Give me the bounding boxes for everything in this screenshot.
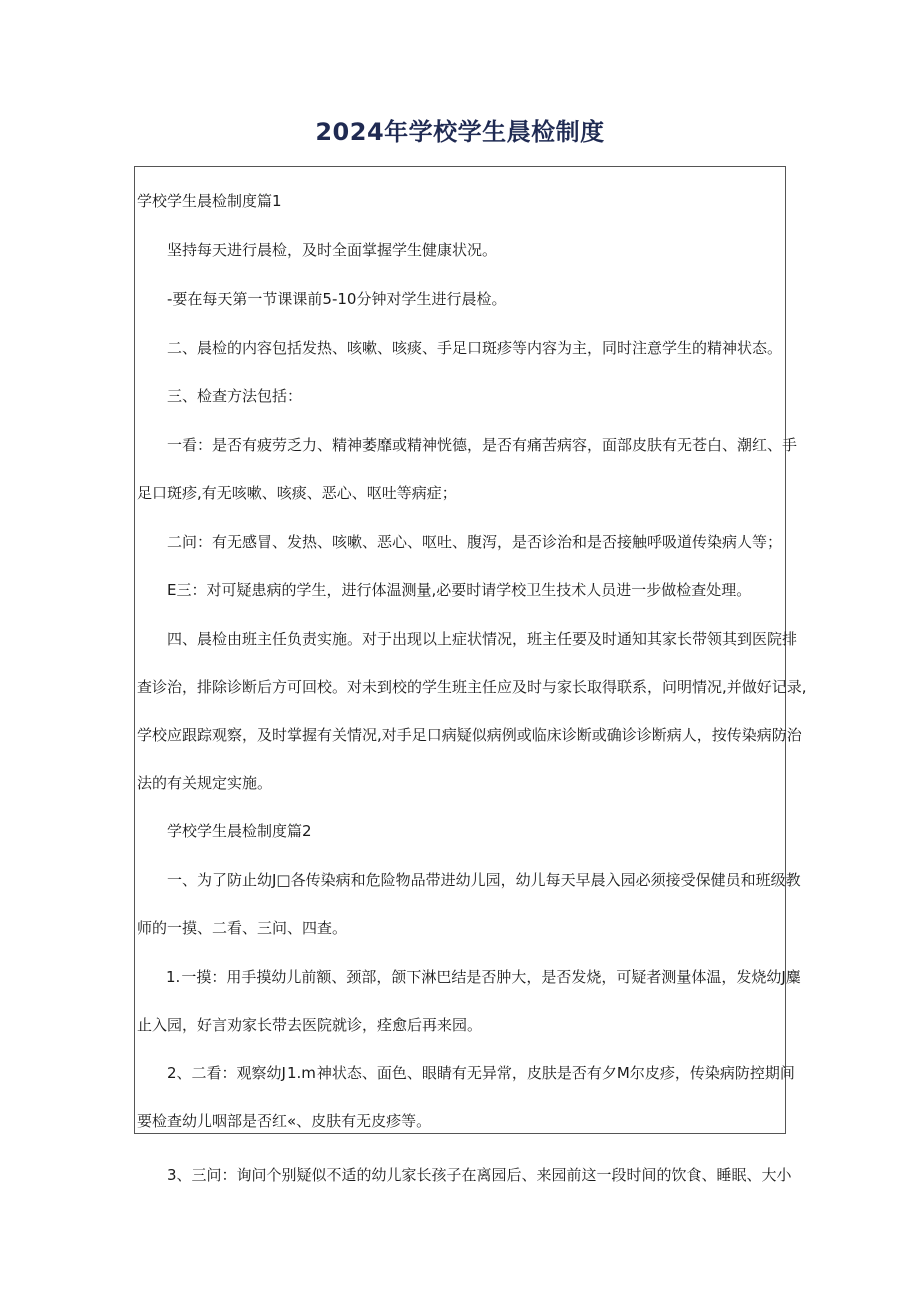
paragraph-line: 坚持每天进行晨检，及时全面掌握学生健康状况。 [167,241,498,259]
paragraph-line: 一看：是否有疲劳乏力、精神萎靡或精神恍德，是否有痛苦病容，面部皮肤有无苍白、潮红、手 [167,436,798,454]
paragraph-line: 足口斑疹,有无咳嗽、咳痰、恶心、呕吐等病症； [137,484,457,502]
section-heading: 学校学生晨检制度篇1 [137,192,282,210]
paragraph-line [167,1062,795,1083]
paragraph-text: 2、二看：观察幼J [167,1064,286,1082]
paragraph-line: 三、检查方法包括： [167,387,303,405]
paragraph-line: 法的有关规定实施。 [137,774,273,792]
paragraph-line: 一、为了防止幼J□各传染病和危险物品带进幼儿园，幼儿每天早晨入园必须接受保健员和班级教 [167,871,801,889]
paragraph-line: 止入园，好言劝家长带去医院就诊，痊愈后再来园。 [137,1016,483,1034]
highlighted-text: 1.m [286,1064,316,1082]
paragraph-line: -要在每天第一节课课前5-10分钟对学生进行晨检。 [167,290,507,308]
paragraph-text: 一摸：用手摸幼儿前额、颈部，颌下淋巴结是否肿大，是否发烧，可疑者测量体温，发烧幼J麋 [181,968,801,986]
paragraph-line: 师的一摸、二看、三问、四查。 [137,919,348,937]
paragraph-line [165,966,801,987]
paragraph-text: 神状态、面色、眼睛有无异常，皮肤是否有夕M尔皮疹，传染病防控期间 [316,1064,795,1082]
paragraph-line: 3、三问：询问个别疑似不适的幼儿家长孩子在离园后、来园前这一段时间的饮食、睡眠、大小 [167,1166,792,1184]
document-title: 2024年学校学生晨检制度 [315,118,605,146]
highlighted-text: 1. [166,968,181,986]
content-frame [134,166,786,1134]
paragraph-line: 学校应跟踪观察，及时掌握有关情况,对手足口病疑似病例或临床诊断或确诊诊断病人，按传染病防治 [137,726,802,744]
paragraph-line: 二、晨检的内容包括发热、咳嗽、咳痰、手足口斑疹等内容为主，同时注意学生的精神状态。 [167,339,783,357]
paragraph-line: 二问：有无感冒、发热、咳嗽、恶心、呕吐、腹泻，是否诊治和是否接触呼吸道传染病人等； [167,533,783,551]
paragraph-line: 要检查幼儿咽部是否红«、皮肤有无皮疹等。 [137,1112,432,1130]
paragraph-line: E三：对可疑患病的学生，进行体温测量,必要时请学校卫生技术人员进一步做检查处理。 [167,581,752,599]
paragraph-line: 查诊治，排除诊断后方可回校。对未到校的学生班主任应及时与家长取得联系，问明情况,并做好记录, [137,678,807,696]
section-heading: 学校学生晨检制度篇2 [167,822,312,840]
paragraph-line: 四、晨检由班主任负责实施。对于出现以上症状情况，班主任要及时通知其家长带领其到医院排 [167,630,798,648]
